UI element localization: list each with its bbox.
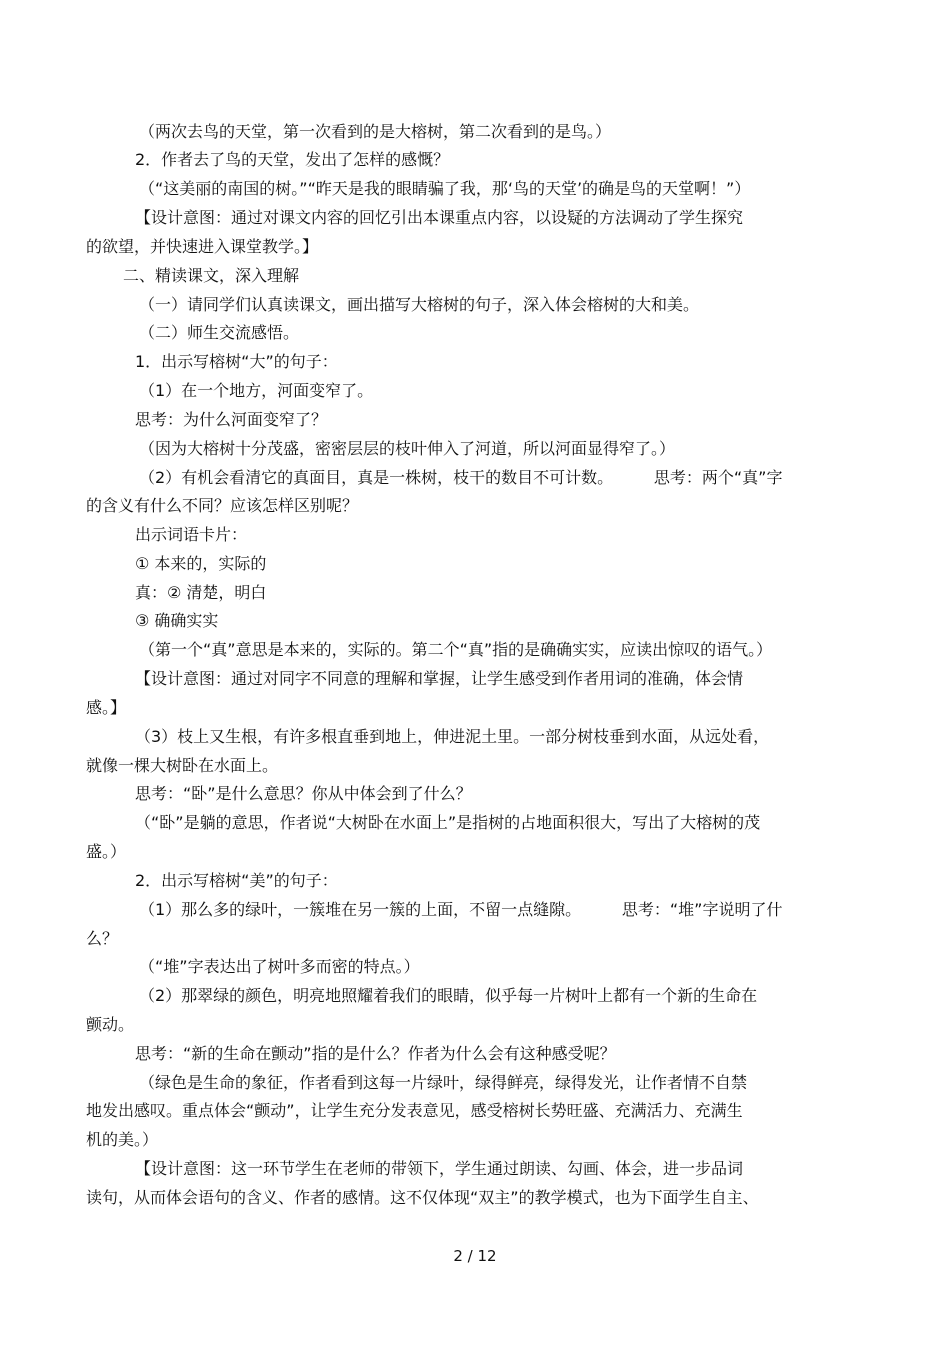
text-line: （“卧”是躺的意思，作者说“大树卧在水面上”是指树的占地面积很大，写出了大榕树的茂 xyxy=(135,813,761,832)
text-line: 就像一棵大树卧在水面上。 xyxy=(86,756,279,775)
text-line: （绿色是生命的象征，作者看到这每一片绿叶，绿得鲜亮，绿得发光，让作者情不自禁 xyxy=(139,1073,748,1092)
text-line: 读句，从而体会语句的含义、作者的感情。这不仅体现“双主”的教学模式，也为下面学生自主、 xyxy=(86,1188,759,1207)
text-line: 【设计意图：这一环节学生在老师的带领下，学生通过朗读、勾画、体会，进一步品词 xyxy=(135,1159,744,1178)
text-line: （“这美丽的南国的树。”“昨天是我的眼睛骗了我，那‘鸟的天堂’的确是鸟的天堂啊！”） xyxy=(139,179,751,198)
text-line: （一）请同学们认真读课文，画出描写大榕树的句子，深入体会榕树的大和美。 xyxy=(139,295,700,314)
text-line: 么？ xyxy=(86,929,119,948)
text-line: 思考：“卧”是什么意思？你从中体会到了什么？ xyxy=(135,784,472,803)
text-line: （1）那么多的绿叶，一簇堆在另一簇的上面，不留一点缝隙。 思考：“堆”字说明了什 xyxy=(139,900,783,919)
page-number: 2 / 12 xyxy=(453,1247,497,1265)
text-line: 感。】 xyxy=(86,698,127,717)
text-line: 1．出示写榕树“大”的句子： xyxy=(135,352,338,371)
text-line: （“堆”字表达出了树叶多而密的特点。） xyxy=(139,957,420,976)
text-line: 【设计意图：通过对课文内容的回忆引出本课重点内容，以设疑的方法调动了学生探究 xyxy=(135,208,744,227)
text-line: ① 本来的，实际的 xyxy=(135,554,267,573)
text-line: 思考：为什么河面变窄了？ xyxy=(135,410,328,429)
text-line: （二）师生交流感悟。 xyxy=(139,323,300,342)
section-heading: 二、精读课文，深入理解 xyxy=(123,266,300,285)
text-line: 的含义有什么不同？应该怎样区别呢？ xyxy=(86,496,359,515)
text-line: ③ 确确实实 xyxy=(135,611,219,630)
text-line: 思考：“新的生命在颤动”指的是什么？作者为什么会有这种感受呢？ xyxy=(135,1044,616,1063)
text-line: 的欲望，并快速进入课堂教学。】 xyxy=(86,237,319,256)
text-line: （2）有机会看清它的真面目，真是一株树，枝干的数目不可计数。 思考：两个“真”字 xyxy=(139,468,783,487)
text-line: （因为大榕树十分茂盛，密密层层的枝叶伸入了河道，所以河面显得窄了。） xyxy=(139,439,676,458)
text-line: 颤动。 xyxy=(86,1015,135,1034)
text-line: 出示词语卡片： xyxy=(135,525,248,544)
text-line: 2．作者去了鸟的天堂，发出了怎样的感慨？ xyxy=(135,150,450,169)
text-line: （1）在一个地方，河面变窄了。 xyxy=(139,381,374,400)
text-line: （两次去鸟的天堂，第一次看到的是大榕树，第二次看到的是鸟。） xyxy=(139,122,612,141)
text-line: 地发出感叹。重点体会“颤动”，让学生充分发表意见，感受榕树长势旺盛、充满活力、充满生 xyxy=(86,1101,743,1120)
text-line: 真：② 清楚，明白 xyxy=(135,583,267,602)
text-line: （第一个“真”意思是本来的，实际的。第二个“真”指的是确确实实，应读出惊叹的语气。） xyxy=(139,640,773,659)
text-line: 机的美。） xyxy=(86,1130,159,1149)
text-line: 【设计意图：通过对同字不同意的理解和掌握，让学生感受到作者用词的准确，体会情 xyxy=(135,669,744,688)
text-line: （2）那翠绿的颜色，明亮地照耀着我们的眼睛，似乎每一片树叶上都有一个新的生命在 xyxy=(139,986,758,1005)
text-line: 2．出示写榕树“美”的句子： xyxy=(135,871,338,890)
text-line: 盛。） xyxy=(86,842,127,861)
text-line: （3）枝上又生根，有许多根直垂到地上，伸进泥土里。一部分树枝垂到水面，从远处看， xyxy=(135,727,770,746)
